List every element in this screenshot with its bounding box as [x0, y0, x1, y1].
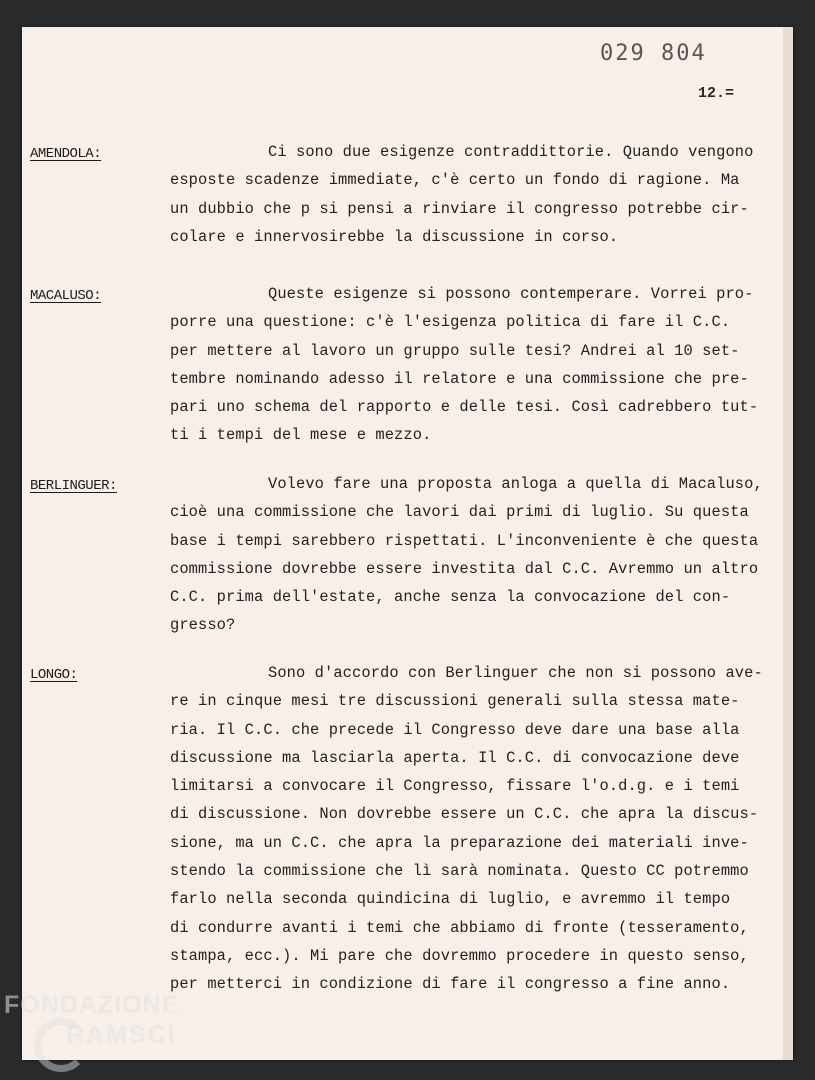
- text-line: sione, ma un C.C. che apra la preparazione dei materiali inve-: [170, 833, 749, 852]
- text-line: stampa, ecc.). Mi pare che dovremmo procedere in questo senso,: [170, 946, 749, 965]
- text-line: Sono d'accordo con Berlinguer che non si possono ave-: [268, 664, 763, 682]
- text-line: per mettere al lavoro un gruppo sulle tesi? Andrei al 10 set-: [170, 341, 740, 360]
- document-page: [22, 27, 793, 1060]
- text-line: stendo la commissione che lì sarà nominata. Questo CC potremmo: [170, 862, 749, 881]
- text-line: di discussione. Non dovrebbe essere un C.C. che apra la discus-: [170, 805, 759, 824]
- text-line: porre una questione: c'è l'esigenza politica di fare il C.C.: [170, 313, 731, 332]
- speaker-label-amendola: AMENDOLA:: [30, 146, 102, 162]
- text-line: un dubbio che p si pensi a rinviare il congresso potrebbe cir-: [170, 199, 749, 218]
- speaker-label-macaluso: MACALUSO:: [30, 288, 102, 304]
- watermark-g-icon: [34, 1018, 88, 1072]
- text-line: commissione dovrebbe essere investita dal C.C. Avremmo un altro: [170, 559, 759, 578]
- text-line: farlo nella seconda quindicina di luglio, e avremmo il tempo: [170, 890, 731, 909]
- text-line: Ci sono due esigenze contraddittorie. Quando vengono: [268, 143, 754, 161]
- text-line: C.C. prima dell'estate, anche senza la convocazione del con-: [170, 588, 731, 607]
- text-line: esposte scadenze immediate, c'è certo un fondo di ragione. Ma: [170, 171, 740, 190]
- text-line: Queste esigenze si possono contemperare. Vorrei pro-: [268, 285, 754, 303]
- text-line: re in cinque mesi tre discussioni generali sulla stessa mate-: [170, 692, 740, 711]
- text-line: Volevo fare una proposta anloga a quella di Macaluso,: [268, 475, 763, 493]
- text-line: base i tempi sarebbero rispettati. L'inconveniente è che questa: [170, 531, 759, 550]
- paragraph-longo: [170, 659, 790, 999]
- text-line: ti i tempi del mese e mezzo.: [170, 426, 432, 445]
- document-number: 029 804: [600, 41, 707, 66]
- text-line: per metterci in condizione di fare il congresso a fine anno.: [170, 975, 731, 994]
- page-number: 12.=: [698, 85, 735, 102]
- watermark-line2: RAMSCI: [66, 1021, 177, 1049]
- text-line: di condurre avanti i temi che abbiamo di fronte (tesseramento,: [170, 918, 749, 937]
- watermark-logo: [4, 990, 179, 1050]
- text-line: discussione ma lasciarla aperta. Il C.C. di convocazione deve: [170, 748, 740, 767]
- text-line: colare e innervosirebbe la discussione in corso.: [170, 227, 619, 246]
- speaker-label-longo: LONGO:: [30, 667, 78, 683]
- paragraph-berlinguer: [170, 470, 790, 640]
- text-line: gresso?: [170, 616, 236, 635]
- text-line: pari uno schema del rapporto e delle tesi. Così cadrebbero tut-: [170, 398, 759, 417]
- paragraph-amendola: [170, 138, 790, 251]
- speaker-label-berlinguer: BERLINGUER:: [30, 478, 117, 494]
- text-line: limitarsi a convocare il Congresso, fissare l'o.d.g. e i temi: [170, 777, 740, 796]
- paragraph-macaluso: [170, 280, 790, 450]
- watermark-line1: FONDAZIONE: [4, 991, 180, 1019]
- text-line: tembre nominando adesso il relatore e una commissione che pre-: [170, 369, 749, 388]
- text-line: cioè una commissione che lavori dai primi di luglio. Su questa: [170, 503, 749, 522]
- text-line: ria. Il C.C. che precede il Congresso deve dare una base alla: [170, 720, 740, 739]
